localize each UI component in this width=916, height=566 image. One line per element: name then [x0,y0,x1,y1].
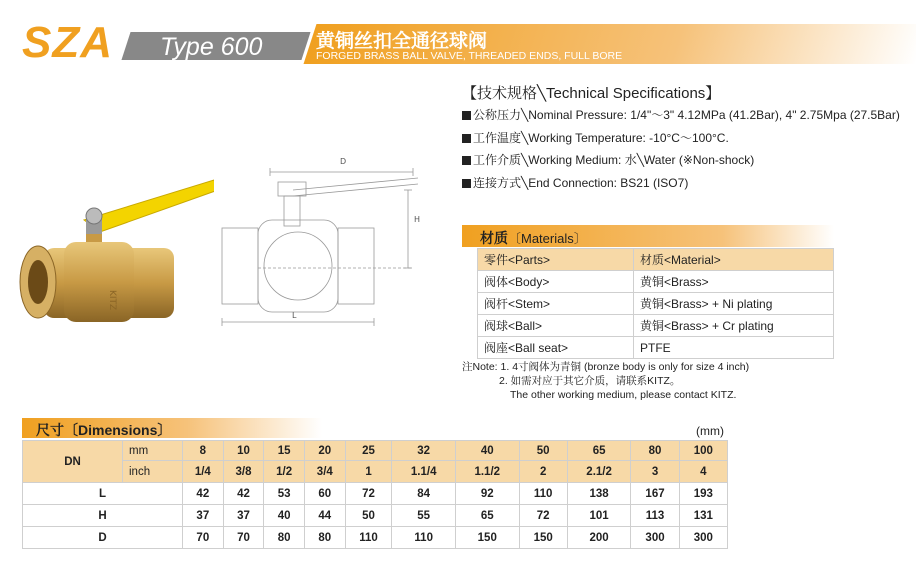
model-name: SZA [22,18,113,67]
spec-text: 工作介质╲Working Medium: 水╲Water (※Non-shock) [473,153,755,167]
spec-item [462,131,900,154]
note-line: The other working medium, please contact KITZ. [510,389,737,401]
note-line: 注Note: 1. 4寸阀体为青铜 (bronze body is only for size 4 inch) [462,361,750,373]
table-row: 阀杆<Stem> 黄铜<Brass> + Ni plating [478,293,834,315]
table-row: D 70 70 80 80 110 110 150 150 200 300 300 [23,527,728,549]
spec-text: 工作温度╲Working Temperature: -10°C～100°C. [473,130,729,145]
row-label: L [23,483,183,505]
table-row: H 37 37 40 44 50 55 65 72 101 113 131 [23,505,728,527]
type-label: Type 600 [160,33,263,61]
table-row: L 42 42 53 60 72 84 92 110 138 167 193 [23,483,728,505]
spec-item [462,108,900,131]
spec-item [462,153,900,176]
dimensions-header [22,418,322,438]
title-chinese: 黄铜丝扣全通径球阀 [316,31,488,52]
materials-table [477,248,834,359]
dim-d-label: D [340,157,347,166]
dimensions-title: 尺寸〔Dimensions〕 [36,422,172,438]
svg-text:KITZ: KITZ [107,290,117,311]
row-label: H [23,505,183,527]
table-row: inch 1/4 3/8 1/2 3/4 1 1.1/4 1.1/2 2 2.1/2 3 4 [23,461,728,483]
mm-label: mm [123,441,183,461]
valve-photo [14,160,214,330]
table-row: 阀体<Body> 黄铜<Brass> [478,271,834,293]
dimensions-unit: (mm) [696,424,724,438]
note-line: 2. 如需对应于其它介质，请联系KITZ。 [499,375,681,387]
spec-list [462,108,900,198]
materials-header [462,225,834,247]
spec-text: 公称压力╲Nominal Pressure: 1/4"～3" 4.12MPa (41.2Bar), 4" 2.75Mpa (27.5Bar) [473,108,900,122]
table-row: 阀球<Ball> 黄铜<Brass> + Cr plating [478,315,834,337]
spec-title: 【技术规格╲Technical Specifications】 [462,85,721,102]
dim-h-label: H [414,215,421,224]
valve-drawing [218,150,428,330]
title-banner [302,24,916,64]
spec-item [462,176,900,199]
table-row: 阀座<Ball seat> PTFE [478,337,834,359]
table-row: 零件<Parts> 材质<Material> [478,249,834,271]
dn-label: DN [23,441,123,483]
bullet-square-icon [462,134,471,143]
title-english: FORGED BRASS BALL VALVE, THREADED ENDS, FULL BORE [316,50,623,62]
table-row: DN mm 8 10 15 20 25 32 40 50 65 80 100 [23,441,728,461]
bullet-square-icon [462,111,471,120]
page-header [0,10,916,67]
inch-label: inch [123,461,183,483]
row-label: D [23,527,183,549]
bullet-square-icon [462,179,471,188]
dim-l-label: L [292,311,297,320]
materials-notes [462,360,749,402]
materials-title: 材质〔Materials〕 [480,230,587,246]
spec-text: 连接方式╲End Connection: BS21 (ISO7) [473,175,689,190]
dimensions-table [22,440,728,549]
bullet-square-icon [462,156,471,165]
